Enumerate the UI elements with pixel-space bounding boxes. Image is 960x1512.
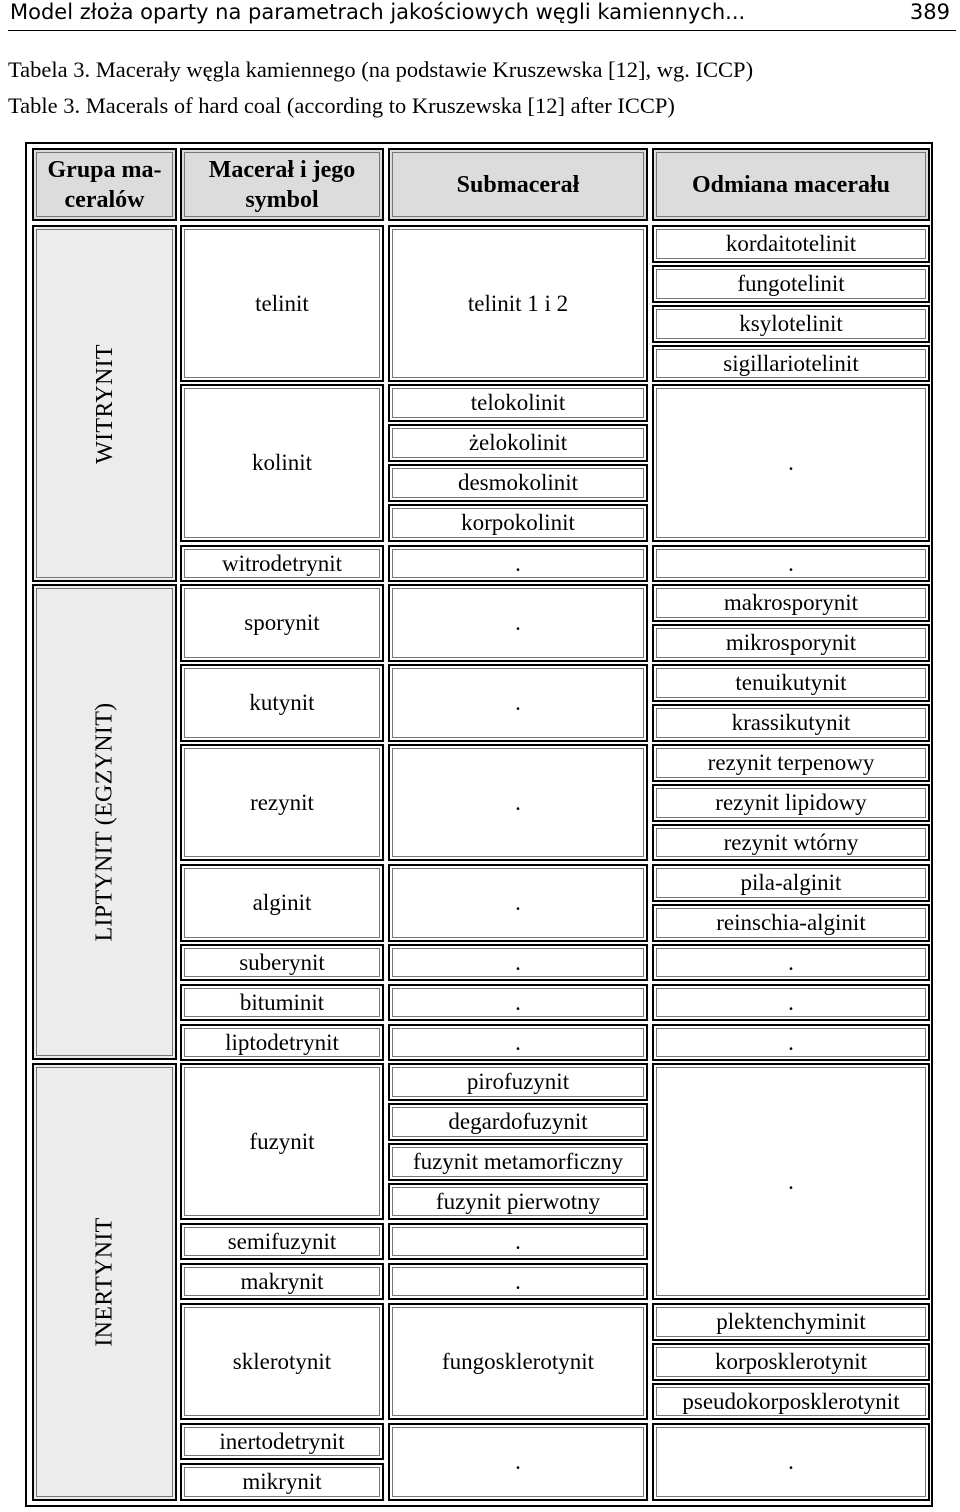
maceral-semifuzynit: semifuzynit (180, 1223, 384, 1260)
variety-empty: . (652, 384, 930, 542)
page-number: 389 (909, 0, 950, 24)
submaceral-telinit-1-2: telinit 1 i 2 (388, 225, 648, 382)
maceral-kolinit: kolinit (180, 384, 384, 542)
maceral-alginit: alginit (180, 864, 384, 942)
variety-kordaitotelinit: kordaitotelinit (652, 225, 930, 263)
variety-rezynit-wtorny: rezynit wtórny (652, 824, 930, 861)
variety-ksylotelinit: ksylotelinit (652, 305, 930, 343)
maceral-bituminit: bituminit (180, 984, 384, 1021)
submaceral-empty: . (388, 1423, 648, 1501)
submaceral-fungosklerotynit: fungosklerotynit (388, 1303, 648, 1420)
submaceral-korpokolinit: korpokolinit (388, 504, 648, 542)
header-title: Model złoża oparty na parametrach jakościowych węgli kamiennych... (10, 0, 746, 24)
group-liptynit-label: LIPTYNIT (EGZYNIT) (91, 702, 118, 942)
variety-makrosporynit: makrosporynit (652, 584, 930, 622)
maceral-witrodetrynit: witrodetrynit (180, 545, 384, 582)
table-caption-pl: Tabela 3. Macerały węgla kamiennego (na podstawie Kruszewska [12], wg. ICCP) (8, 57, 754, 82)
header-group: Grupa ma-ceralów (32, 148, 177, 221)
variety-empty: . (652, 1423, 930, 1501)
submaceral-empty: . (388, 744, 648, 861)
variety-empty: . (652, 1024, 930, 1061)
submaceral-empty: . (388, 664, 648, 742)
variety-plektenchyminit: plektenchyminit (652, 1303, 930, 1341)
group-inertynit-label: INERTYNIT (91, 1217, 118, 1347)
submaceral-fuzynit-pierwotny: fuzynit pierwotny (388, 1183, 648, 1220)
header-submaceral: Submacerał (388, 148, 648, 221)
group-inertynit (32, 1063, 177, 1501)
variety-rezynit-terpenowy: rezynit terpenowy (652, 744, 930, 782)
maceral-liptodetrynit: liptodetrynit (180, 1024, 384, 1061)
variety-pila-alginit: pila-alginit (652, 864, 930, 902)
submaceral-telokolinit: telokolinit (388, 384, 648, 422)
variety-fungotelinit: fungotelinit (652, 265, 930, 303)
variety-tenuikutynit: tenuikutynit (652, 664, 930, 702)
maceral-fuzynit: fuzynit (180, 1063, 384, 1220)
variety-empty: . (652, 984, 930, 1021)
submaceral-empty: . (388, 864, 648, 942)
variety-pseudokorposklerotynit: pseudokorposklerotynit (652, 1383, 930, 1420)
submaceral-desmokolinit: desmokolinit (388, 464, 648, 502)
variety-reinschia-alginit: reinschia-alginit (652, 904, 930, 942)
submaceral-empty: . (388, 944, 648, 981)
variety-empty: . (652, 1063, 930, 1300)
maceral-makrynit: makrynit (180, 1263, 384, 1300)
variety-mikrosporynit: mikrosporynit (652, 624, 930, 662)
maceral-mikrynit: mikrynit (180, 1463, 384, 1501)
maceral-suberynit: suberynit (180, 944, 384, 981)
variety-empty: . (652, 944, 930, 981)
variety-korposklerotynit: korposklerotynit (652, 1343, 930, 1381)
maceral-rezynit: rezynit (180, 744, 384, 861)
submaceral-empty: . (388, 1223, 648, 1260)
group-liptynit (32, 584, 177, 1060)
maceral-sporynit: sporynit (180, 584, 384, 662)
maceral-sklerotynit: sklerotynit (180, 1303, 384, 1420)
header-variety: Odmiana macerału (652, 148, 930, 221)
submaceral-empty: . (388, 584, 648, 662)
submaceral-pirofuzynit: pirofuzynit (388, 1063, 648, 1101)
maceral-inertodetrynit: inertodetrynit (180, 1423, 384, 1460)
group-witrynit-label: WITRYNIT (91, 343, 118, 464)
variety-sigillariotelinit: sigillariotelinit (652, 345, 930, 382)
submaceral-degardofuzynit: degardofuzynit (388, 1103, 648, 1141)
submaceral-fuzynit-metamorficzny: fuzynit metamorficzny (388, 1143, 648, 1181)
group-witrynit (32, 225, 177, 582)
submaceral-empty: . (388, 1263, 648, 1300)
submaceral-empty: . (388, 1024, 648, 1061)
submaceral-zelokolinit: żelokolinit (388, 424, 648, 462)
table-caption-en: Table 3. Macerals of hard coal (according to Kruszewska [12] after ICCP) (8, 93, 675, 118)
maceral-kutynit: kutynit (180, 664, 384, 742)
variety-krassikutynit: krassikutynit (652, 704, 930, 742)
header-maceral: Macerał i jego symbol (180, 148, 384, 221)
submaceral-empty: . (388, 545, 648, 582)
maceral-telinit: telinit (180, 225, 384, 382)
submaceral-empty: . (388, 984, 648, 1021)
variety-rezynit-lipidowy: rezynit lipidowy (652, 784, 930, 822)
variety-empty: . (652, 545, 930, 582)
